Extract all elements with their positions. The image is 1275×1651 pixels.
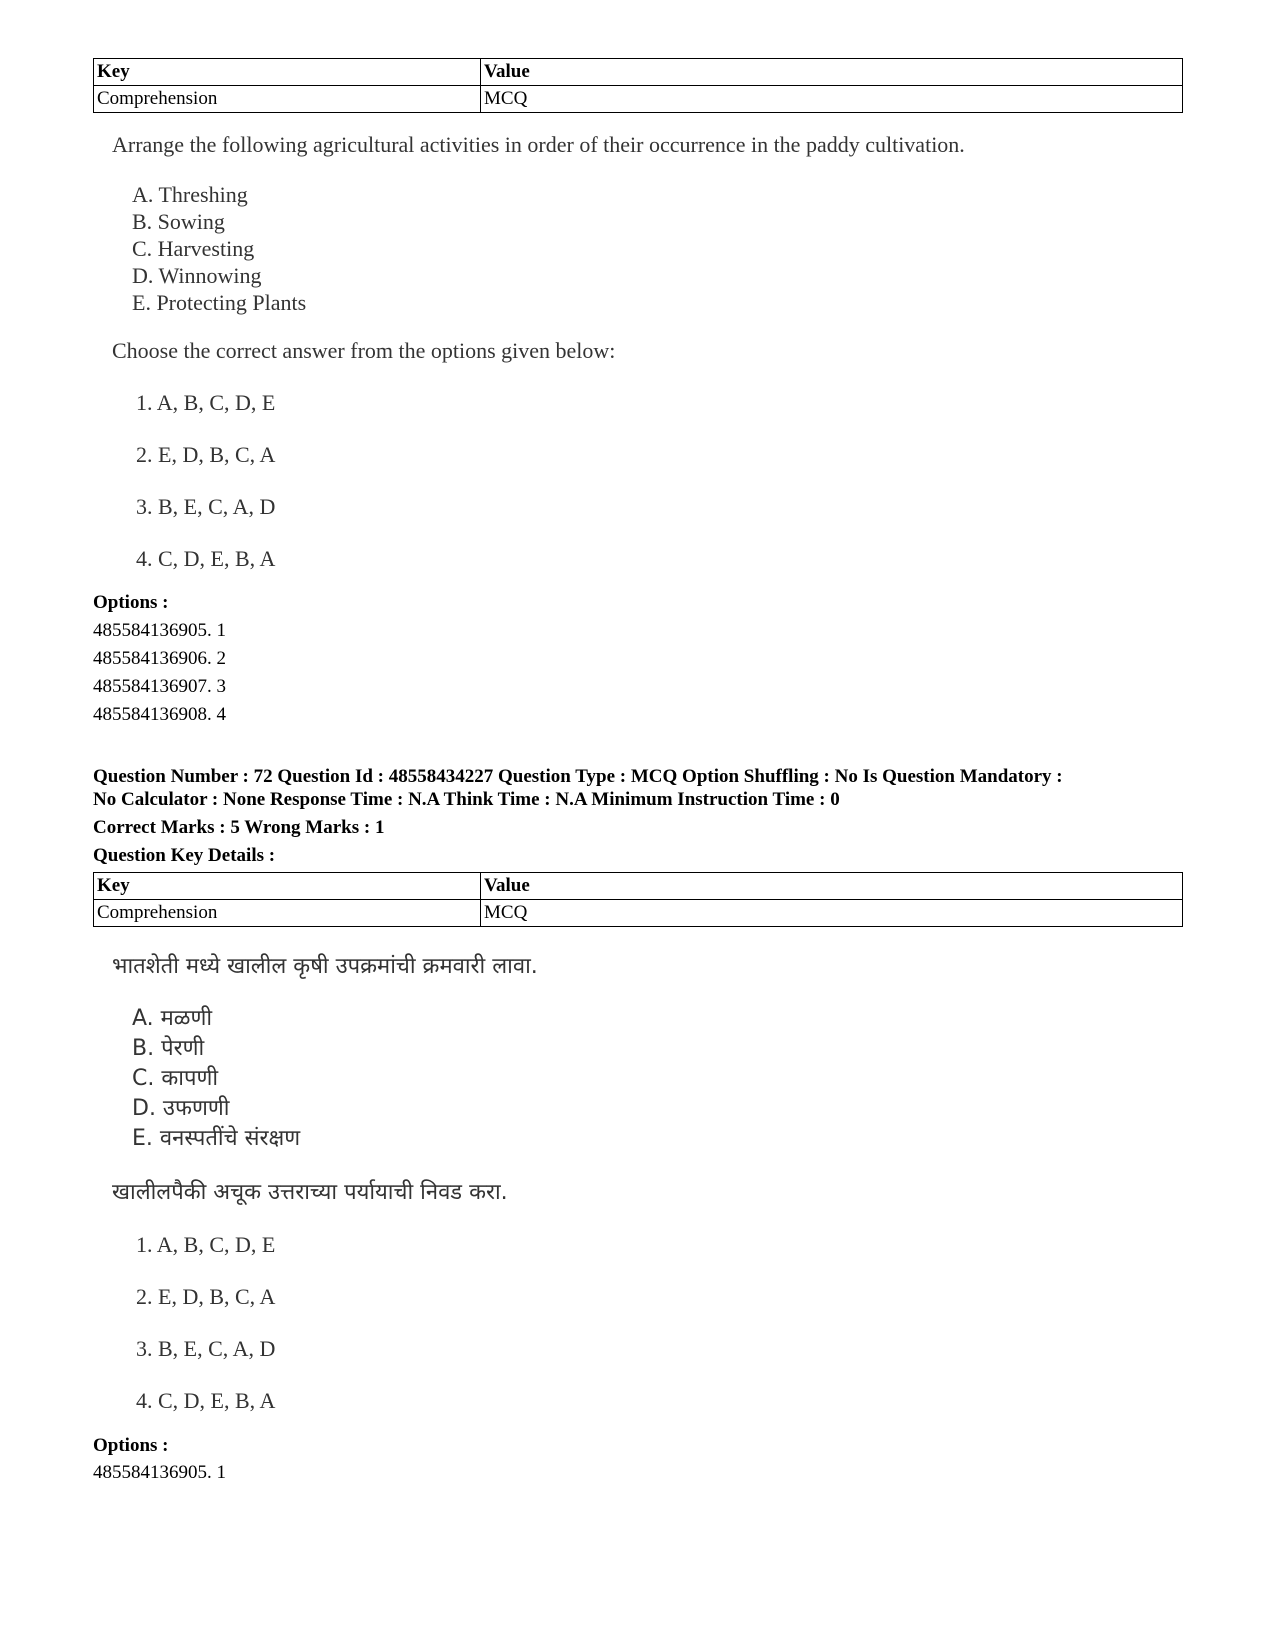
activity-item: B. पेरणी: [132, 1036, 205, 1061]
options-label: Options :: [93, 592, 169, 613]
value-header: Value: [481, 873, 1183, 900]
value-header: Value: [481, 59, 1183, 86]
activity-item: A. Threshing: [132, 182, 248, 207]
answer-choice: 1. A, B, C, D, E: [136, 1232, 276, 1257]
value-cell: MCQ: [481, 900, 1183, 927]
choose-instruction: Choose the correct answer from the options given below:: [112, 338, 616, 363]
answer-choice: 4. C, D, E, B, A: [136, 1388, 276, 1413]
question-text: Arrange the following agricultural activities in order of their occurrence in the paddy cultivation.: [112, 132, 965, 157]
option-id: 485584136905. 1: [93, 1462, 226, 1483]
answer-choice: 2. E, D, B, C, A: [136, 442, 276, 467]
key-header: Key: [94, 59, 481, 86]
activity-item: A. मळणी: [132, 1006, 213, 1031]
question-text: भातशेती मध्ये खालील कृषी उपक्रमांची क्रमवारी लावा.: [112, 954, 538, 979]
activity-item: E. वनस्पतींचे संरक्षण: [132, 1126, 301, 1151]
answer-choice: 1. A, B, C, D, E: [136, 390, 276, 415]
activity-item: B. Sowing: [132, 209, 225, 234]
option-id: 485584136906. 2: [93, 648, 226, 669]
option-id: 485584136905. 1: [93, 620, 226, 641]
answer-choice: 2. E, D, B, C, A: [136, 1284, 276, 1309]
option-id: 485584136908. 4: [93, 704, 226, 725]
answer-choice: 4. C, D, E, B, A: [136, 546, 276, 571]
option-id: 485584136907. 3: [93, 676, 226, 697]
activity-item: D. उफणणी: [132, 1096, 230, 1121]
key-cell: Comprehension: [94, 900, 481, 927]
activity-item: C. Harvesting: [132, 236, 255, 261]
answer-choice: 3. B, E, C, A, D: [136, 1336, 276, 1361]
activity-item: D. Winnowing: [132, 263, 262, 288]
question-meta-line2: No Calculator : None Response Time : N.A Think Time : N.A Minimum Instruction Time : 0: [93, 789, 840, 810]
options-label: Options :: [93, 1435, 169, 1456]
activity-item: E. Protecting Plants: [132, 290, 307, 315]
key-cell: Comprehension: [94, 86, 481, 113]
question-meta-line1: Question Number : 72 Question Id : 48558434227 Question Type : MCQ Option Shuffling : No Is Question Mandatory :: [93, 766, 1063, 787]
choose-instruction: खालीलपैकी अचूक उत्तराच्या पर्यायाची निवड करा.: [112, 1180, 508, 1205]
activity-item: C. कापणी: [132, 1066, 219, 1091]
marks-line: Correct Marks : 5 Wrong Marks : 1: [93, 817, 385, 838]
q72-key-table: [93, 872, 1183, 927]
key-header: Key: [94, 873, 481, 900]
answer-choice: 3. B, E, C, A, D: [136, 494, 276, 519]
value-cell: MCQ: [481, 86, 1183, 113]
key-details-label: Question Key Details :: [93, 845, 276, 866]
q71-key-table: [93, 58, 1183, 113]
